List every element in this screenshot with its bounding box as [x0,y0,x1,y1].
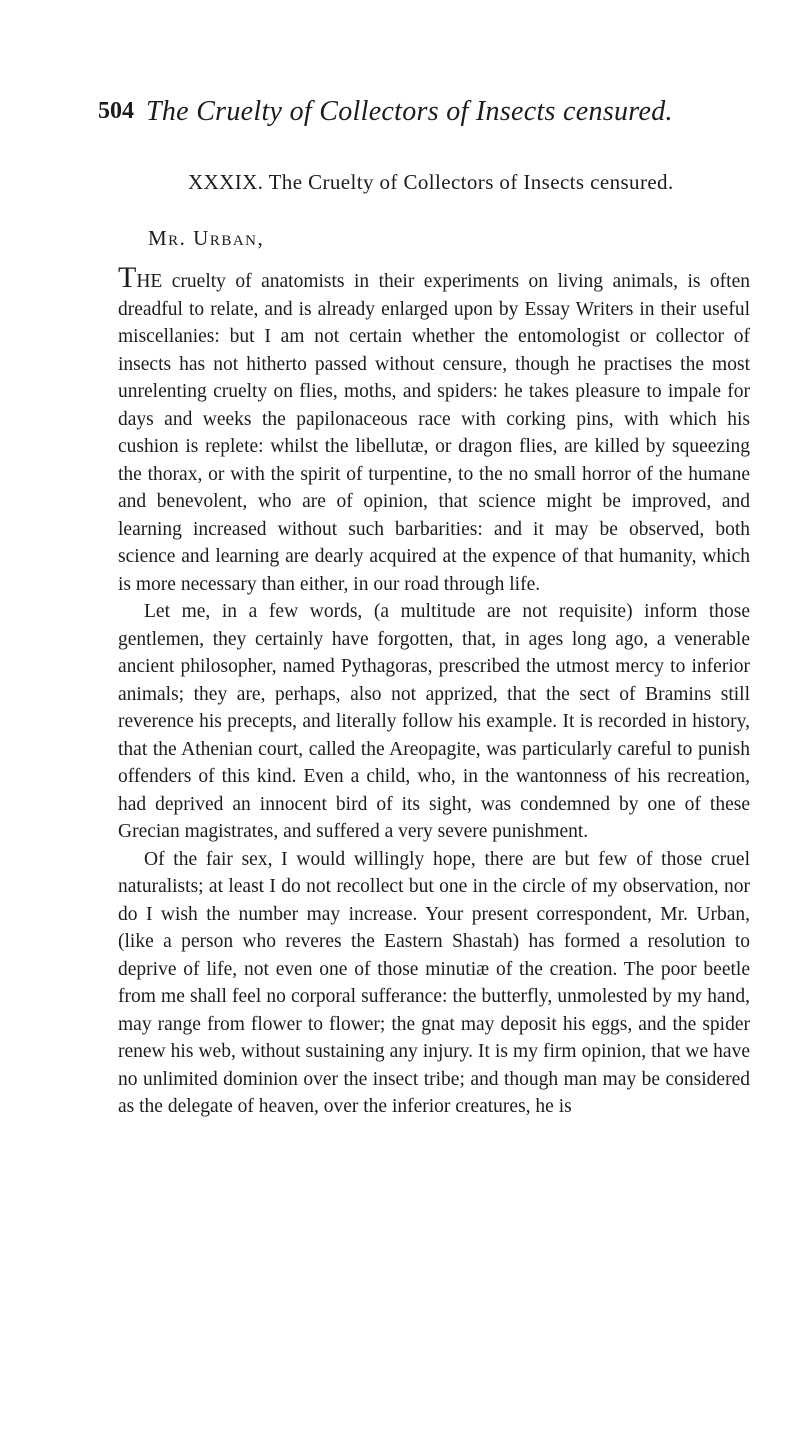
chapter-title: XXXIX. The Cruelty of Collectors of Insects censured. [188,170,674,194]
paragraph: Let me, in a few words, (a multitude are not requisite) inform those gentlemen, they certainly have forgotten, that, in ages long ago, a venerable ancient philosopher, named Pythagoras, prescribed the utmost mercy to inferior animals; they are, perhaps, also not apprized, that the sect of Bramins still reverence his precepts, and literally follow his example. It is recorded in history, that the Athenian court, called the Areopagite, was particularly careful to punish offenders of this kind. Even a child, who, in the wantonness of his recreation, had deprived an innocent bird of its sight, was condemned by one of these Grecian magistrates, and suffered a very severe punishment. [118,601,750,842]
running-head: The Cruelty of Collectors of Insects censured. [146,96,673,127]
body-text [118,261,750,1121]
page-number: 504 [98,98,134,124]
paragraph [118,261,750,598]
paragraph: Of the fair sex, I would willingly hope, there are but few of those cruel naturalists; at least I do not recollect but one in the circle of my observation, nor do I wish the number may increase. Your present correspondent, Mr. Urban, (like a person who reveres the Eastern Shastah) has formed a resolution to deprive of life, not even one of those minutiæ of the creation. The poor beetle from me shall feel no corporal sufferance: the butterfly, unmolested by my hand, may range from flower to flower; the gnat may deposit his eggs, and the spider renew his web, without sustaining any injury. It is my firm opinion, that we have no unlimited dominion over the insect tribe; and though man may be considered as the delegate of heaven, over the inferior creatures, he is [118,848,750,1117]
drop-cap: T [118,261,137,294]
paragraph-text: HE cruelty of anatomists in their experiments on living animals, is often dreadful to relate, and is already enlarged upon by Essay Writers in their useful miscellanies: but I am not certain whether the entomologist or collector of insects has not hitherto passed without censure, though he practises the most unrelenting cruelty on flies, moths, and spiders: he takes pleasure to impale for days and weeks the papilonaceous race with corking pins, with which his cushion is replete: whilst the libellutæ, or dragon flies, are killed by squeezing the thorax, or with the spirit of turpentine, to the no small horror of the humane and benevolent, who are of opinion, that science might be improved, and learning increased without such barbarities: and it may be observed, both science and learning are dearly acquired at the expence of that humanity, which is more necessary than either, in our road through life. [118,271,750,595]
salutation: Mr. Urban, [148,226,265,250]
